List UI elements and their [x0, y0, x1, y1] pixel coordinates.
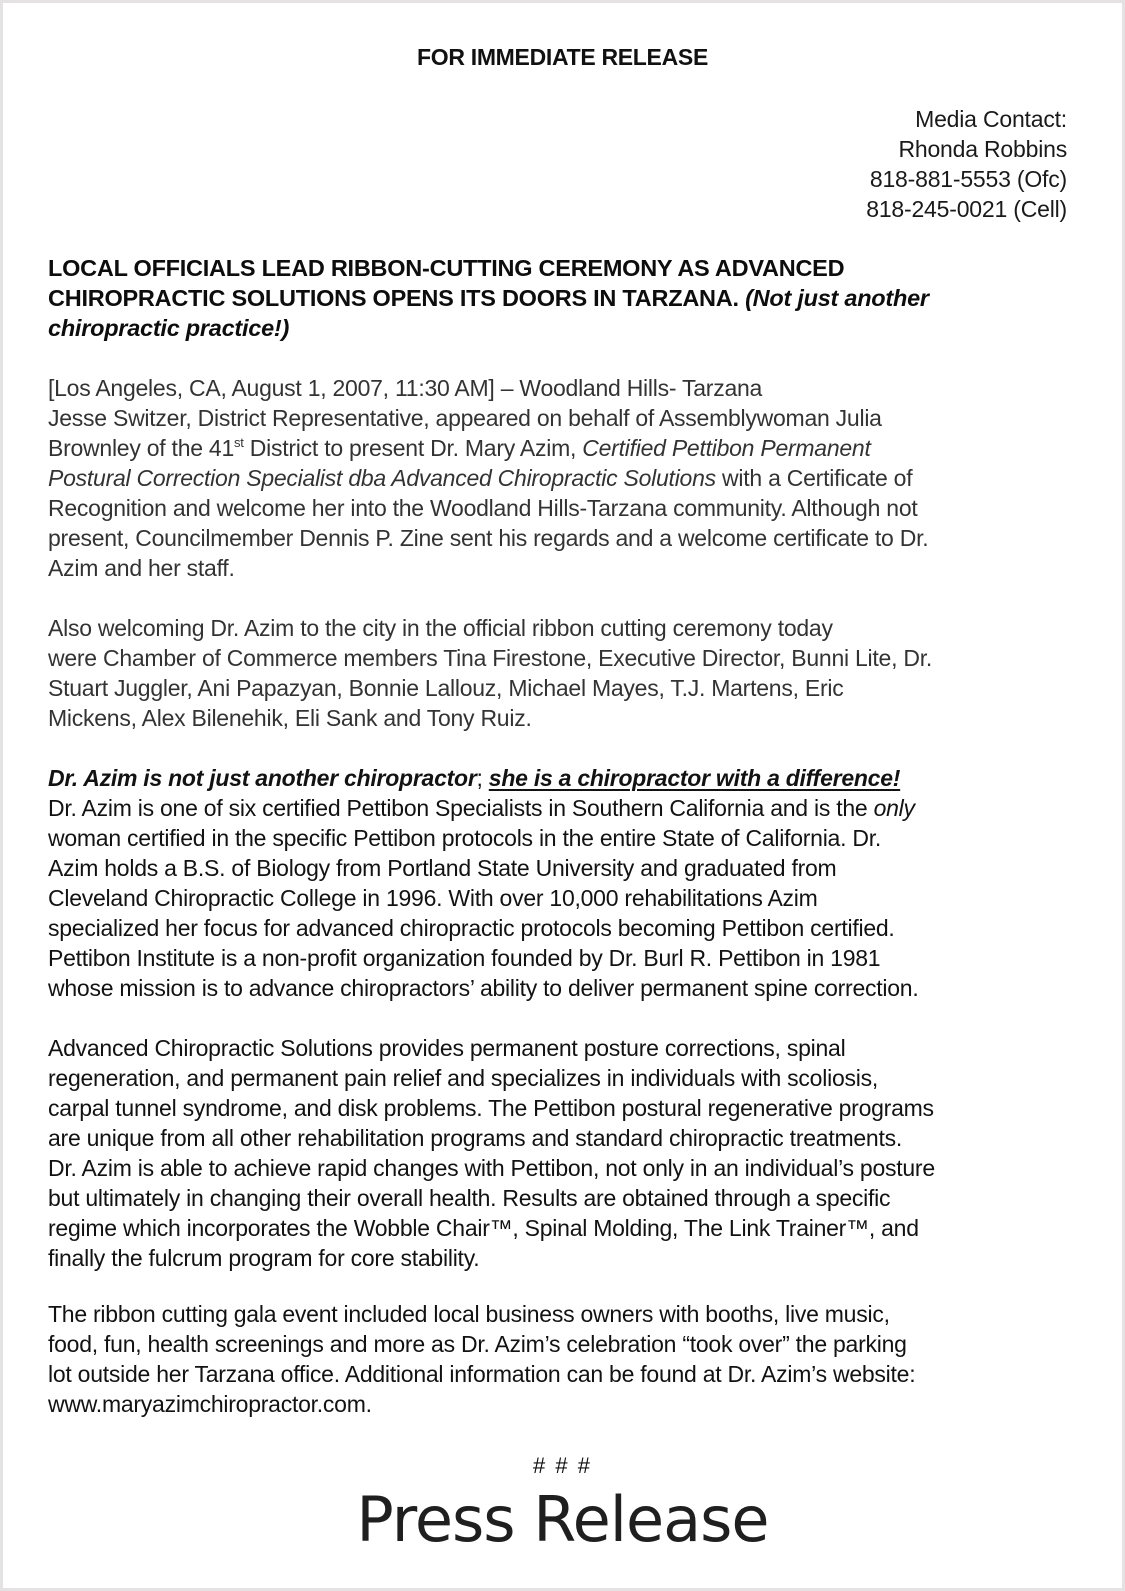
footer-title: Press Release — [356, 1483, 769, 1556]
paragraph-line: were Chamber of Commerce members Tina Firestone, Executive Director, Bunni Lite, Dr. — [48, 645, 933, 671]
media-contact-office-phone: 818-881-5553 (Ofc) — [869, 166, 1067, 192]
headline-line-2 — [48, 283, 1088, 313]
headline-tagline-part-2: chiropractic practice!) — [48, 315, 290, 341]
paragraph-line: finally the fulcrum program for core stability. — [48, 1245, 480, 1271]
paragraph-line: woman certified in the specific Pettibon protocols in the entire State of California. Dr. — [48, 825, 882, 851]
paragraph-line: food, fun, health screenings and more as Dr. Azim’s celebration “took over” the parking — [48, 1331, 907, 1357]
end-mark: # # # — [533, 1453, 592, 1478]
headline-line-2-text: CHIROPRACTIC SOLUTIONS OPENS ITS DOORS IN TARZANA. — [48, 285, 746, 311]
subheading-underlined: she is a chiropractor with a difference! — [488, 765, 901, 791]
paragraph-gala-event — [48, 1299, 1088, 1419]
paragraph-line: Azim and her staff. — [48, 555, 235, 581]
text-run: Brownley of the 41 — [48, 435, 235, 461]
paragraph-line: Jesse Switzer, District Representative, appeared on behalf of Assemblywoman Julia — [48, 405, 882, 431]
media-contact-cell-phone: 818-245-0021 (Cell) — [866, 196, 1067, 222]
paragraph-line: carpal tunnel syndrome, and disk problems. The Pettibon postural regenerative programs — [48, 1095, 934, 1121]
paragraph-line: lot outside her Tarzana office. Additional information can be found at Dr. Azim’s website: — [48, 1361, 916, 1387]
separator: ; — [476, 765, 483, 791]
paragraph-line — [48, 463, 1088, 493]
certification-title-cont: Postural Correction Specialist dba Advanced Chiropractic Solutions — [48, 465, 716, 491]
paragraph-line: Cleveland Chiropractic College in 1996. With over 10,000 rehabilitations Azim — [48, 885, 818, 911]
paragraph-line: regime which incorporates the Wobble Chair™, Spinal Molding, The Link Trainer™, and — [48, 1215, 919, 1241]
paragraph-line: Azim holds a B.S. of Biology from Portland State University and graduated from — [48, 855, 837, 881]
paragraph-line: Pettibon Institute is a non-profit organization founded by Dr. Burl R. Pettibon in 1981 — [48, 945, 881, 971]
headline — [48, 253, 1088, 343]
text-run: with a Certificate of — [715, 465, 913, 491]
paragraph-line: Mickens, Alex Bilenehik, Eli Sank and Tony Ruiz. — [48, 705, 532, 731]
paragraph-dateline — [48, 373, 1088, 583]
paragraph-line: Recognition and welcome her into the Woodland Hills-Tarzana community. Although not — [48, 495, 918, 521]
paragraph-about-dr-azim — [48, 763, 1088, 1003]
headline-tagline-part-1: (Not just another — [745, 285, 929, 311]
media-contact-name: Rhonda Robbins — [898, 136, 1067, 162]
paragraph-services — [48, 1033, 1088, 1273]
text-run: Dr. Azim is one of six certified Pettibon Specialists in Southern California and is the — [48, 795, 874, 821]
paragraph-line — [48, 433, 1088, 463]
media-contact-label: Media Contact: — [915, 106, 1067, 132]
website-url: www.maryazimchiropractor.com. — [48, 1391, 372, 1417]
paragraph-line: are unique from all other rehabilitation programs and standard chiropractic treatments. — [48, 1125, 902, 1151]
release-label: FOR IMMEDIATE RELEASE — [416, 44, 708, 70]
ordinal-suffix: st — [234, 435, 244, 450]
emphasis: only — [873, 795, 915, 821]
paragraph-line: regeneration, and permanent pain relief and specializes in individuals with scoliosis, — [48, 1065, 878, 1091]
paragraph-line: specialized her focus for advanced chiropractic protocols becoming Pettibon certified. — [48, 915, 895, 941]
paragraph-line: present, Councilmember Dennis P. Zine sent his regards and a welcome certificate to Dr. — [48, 525, 929, 551]
paragraph-line — [48, 793, 1088, 823]
paragraph-line: Stuart Juggler, Ani Papazyan, Bonnie Lallouz, Michael Mayes, T.J. Martens, Eric — [48, 675, 844, 701]
headline-line-1: LOCAL OFFICIALS LEAD RIBBON-CUTTING CEREMONY AS ADVANCED — [48, 255, 845, 281]
certification-title: Certified Pettibon Permanent — [582, 435, 871, 461]
paragraph-line: but ultimately in changing their overall health. Results are obtained through a specific — [48, 1185, 891, 1211]
paragraph-line: Dr. Azim is able to achieve rapid changes with Pettibon, not only in an individual’s posture — [48, 1155, 935, 1181]
text-run: District to present Dr. Mary Azim, — [243, 435, 583, 461]
subheading-bold-italic: Dr. Azim is not just another chiropractor — [48, 765, 477, 791]
dateline: [Los Angeles, CA, August 1, 2007, 11:30 AM] – Woodland Hills- Tarzana — [48, 375, 763, 401]
paragraph-attendees — [48, 613, 1088, 733]
paragraph-line: The ribbon cutting gala event included local business owners with booths, live music, — [48, 1301, 890, 1327]
subheading-line — [48, 763, 1088, 793]
media-contact-block — [866, 104, 1067, 224]
paragraph-line: Also welcoming Dr. Azim to the city in the official ribbon cutting ceremony today — [48, 615, 833, 641]
paragraph-line: whose mission is to advance chiropractors’ ability to deliver permanent spine correction. — [48, 975, 919, 1001]
paragraph-line: Advanced Chiropractic Solutions provides permanent posture corrections, spinal — [48, 1035, 846, 1061]
